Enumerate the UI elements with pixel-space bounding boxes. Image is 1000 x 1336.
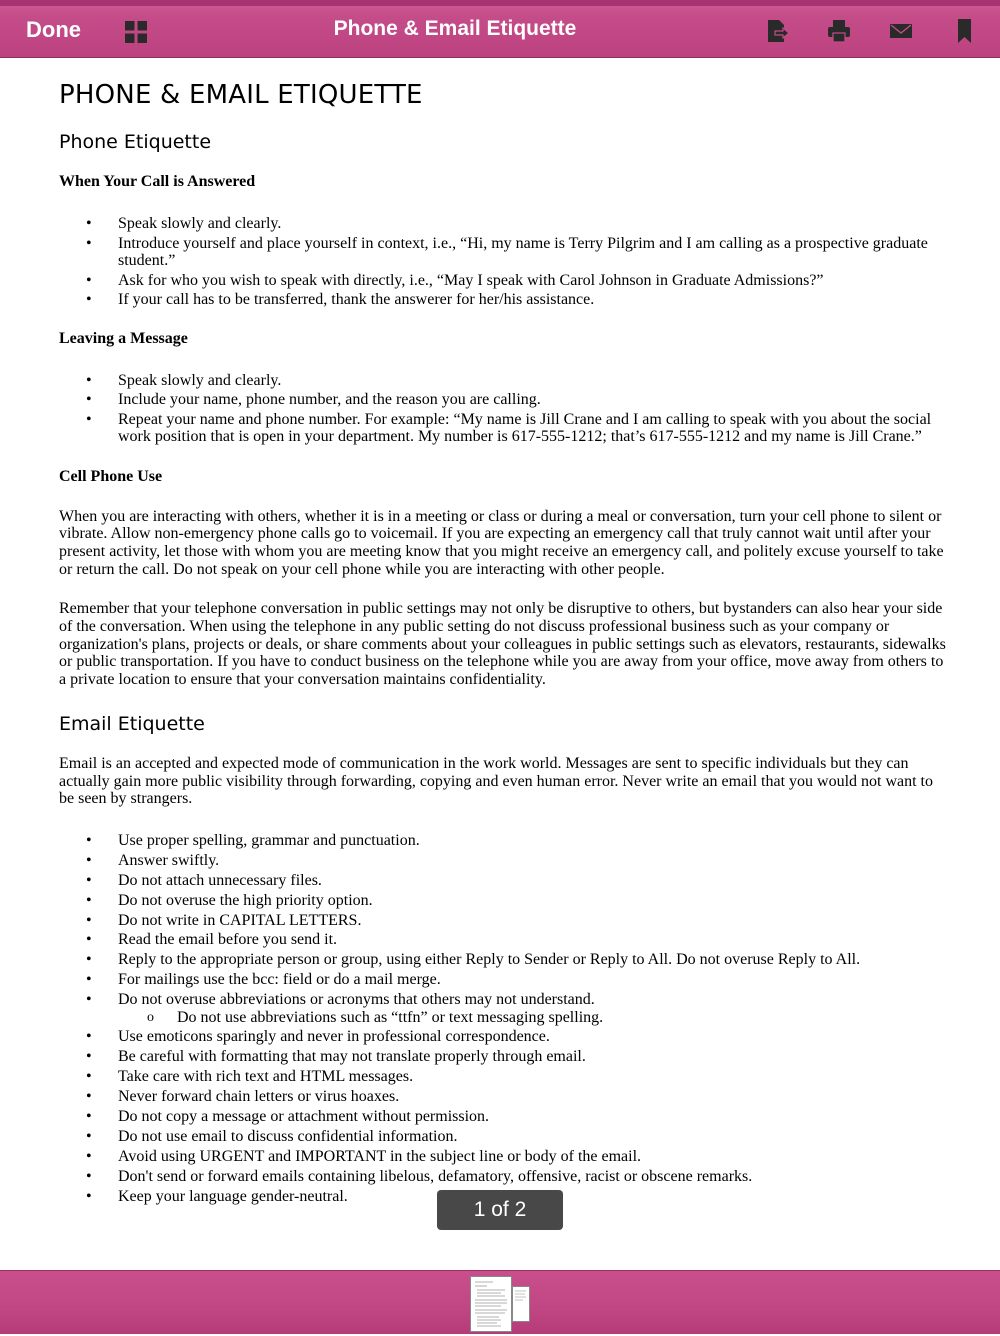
page-thumbnail-2[interactable] — [512, 1286, 530, 1322]
list-item: • Be careful with formatting that may not translate properly through email. — [59, 1048, 949, 1066]
share-icon[interactable] — [764, 18, 790, 44]
list-item: • Keep your language gender-neutral. — [59, 1188, 949, 1206]
list-item: • Avoid using URGENT and IMPORTANT in the subject line or body of the email. — [59, 1148, 949, 1166]
page-thumbnail-1[interactable] — [470, 1276, 512, 1332]
list-item: • For mailings use the bcc: field or do a mail merge. — [59, 971, 949, 989]
message-heading: Leaving a Message — [59, 329, 188, 347]
list-item: • Read the email before you send it. — [59, 931, 949, 949]
top-toolbar — [0, 0, 1000, 58]
toolbar-stripe — [0, 0, 1000, 6]
bookmark-icon[interactable] — [952, 18, 978, 44]
list-item: • Use proper spelling, grammar and punctuation. — [59, 832, 949, 850]
list-item: • Do not use email to discuss confidential information. — [59, 1128, 949, 1146]
cell-paragraph: Remember that your telephone conversation in public settings may not only be disruptive to others, but bystanders can also hear your side of the conversation. When using the telephone in any public setting do not discuss professional business such as your company or organization's plans, projects or deals, or share comments about your colleagues in public settings such as elevators, restaurants, sidewalks or public transportation. If you have to conduct business on the telephone while you are away from your office, move away from others to a private location to ensure that your conversation maintains confidentiality. — [59, 600, 946, 689]
list-item: • Reply to the appropriate person or group, using either Reply to Sender or Reply to All. Do not overuse Reply to All. — [59, 951, 949, 969]
done-button[interactable]: Done — [26, 17, 81, 42]
list-item: • Speak slowly and clearly. — [59, 215, 949, 233]
thumbnail-text-lines — [471, 1277, 511, 1331]
list-item: • Repeat your name and phone number. For example: “My name is Jill Crane and I am calling to speak with you about the social work position that is open in your department. My number is 617-555-1212; that’s 617-555-1212 and my name is Jill Crane.” — [59, 411, 949, 446]
list-item: • Introduce yourself and place yourself in context, i.e., “Hi, my name is Terry Pilgrim and I am calling as a prospective graduate student.” — [59, 235, 949, 270]
email-list — [59, 832, 949, 1205]
list-item: • Do not copy a message or attachment without permission. — [59, 1108, 949, 1126]
email-paragraph: Email is an accepted and expected mode of communication in the work world. Messages are sent to specific individuals but they can actually gain more public visibility through forwarding, copying and even human error. Never write an email that you would not want to be seen by strangers. — [59, 754, 933, 808]
list-item: • Use emoticons sparingly and never in professional correspondence. — [59, 1028, 949, 1046]
page-indicator: 1 of 2 — [437, 1190, 563, 1230]
list-item: • Ask for who you wish to speak with directly, i.e., “May I speak with Carol Johnson in Graduate Admissions?” — [59, 272, 949, 290]
print-icon[interactable] — [826, 18, 852, 44]
cell-heading: Cell Phone Use — [59, 467, 163, 485]
list-item: • Do not write in CAPITAL LETTERS. — [59, 912, 949, 930]
list-item: • Do not attach unnecessary files. — [59, 872, 949, 890]
thumbnail-bar — [0, 1270, 1000, 1334]
thumbnail-text-lines — [513, 1287, 529, 1321]
page-title: PHONE & EMAIL ETIQUETTE — [59, 80, 423, 110]
sub-list-item: o Do not use abbreviations such as “ttfn” or text messaging spelling. — [59, 1009, 949, 1027]
list-item: • Answer swiftly. — [59, 852, 949, 870]
list-item: • Do not overuse abbreviations or acronyms that others may not understand. — [59, 991, 949, 1009]
list-item: • Include your name, phone number, and the reason you are calling. — [59, 391, 949, 409]
document-title: Phone & Email Etiquette — [333, 17, 577, 40]
list-item: • Take care with rich text and HTML messages. — [59, 1068, 949, 1086]
cell-paragraph: When you are interacting with others, whether it is in a meeting or class or during a meal or conversation, turn your cell phone to silent or vibrate. Allow non-emergency phone calls go to voicemail. If you are expecting an emergency call that truly cannot wait until after your present activity, let those with whom you are meeting know that you might receive an emergency call, and politely excuse yourself to take or return the call. Do not speak on your cell phone while you are interacting with other people. — [59, 507, 944, 578]
list-item: • If your call has to be transferred, thank the answerer for her/his assistance. — [59, 291, 949, 309]
list-item: • Don't send or forward emails containing libelous, defamatory, offensive, racist or obscene remarks. — [59, 1168, 949, 1186]
mail-icon[interactable] — [888, 18, 914, 44]
phone-section-title: Phone Etiquette — [59, 131, 212, 153]
email-section-title: Email Etiquette — [59, 712, 205, 735]
answered-list — [59, 215, 949, 309]
document-page — [59, 78, 949, 1205]
list-item: • Speak slowly and clearly. — [59, 372, 949, 390]
answered-heading: When Your Call is Answered — [59, 173, 256, 190]
list-item: • Do not overuse the high priority option. — [59, 892, 949, 910]
message-list — [59, 372, 949, 446]
list-item: • Never forward chain letters or virus hoaxes. — [59, 1088, 949, 1106]
